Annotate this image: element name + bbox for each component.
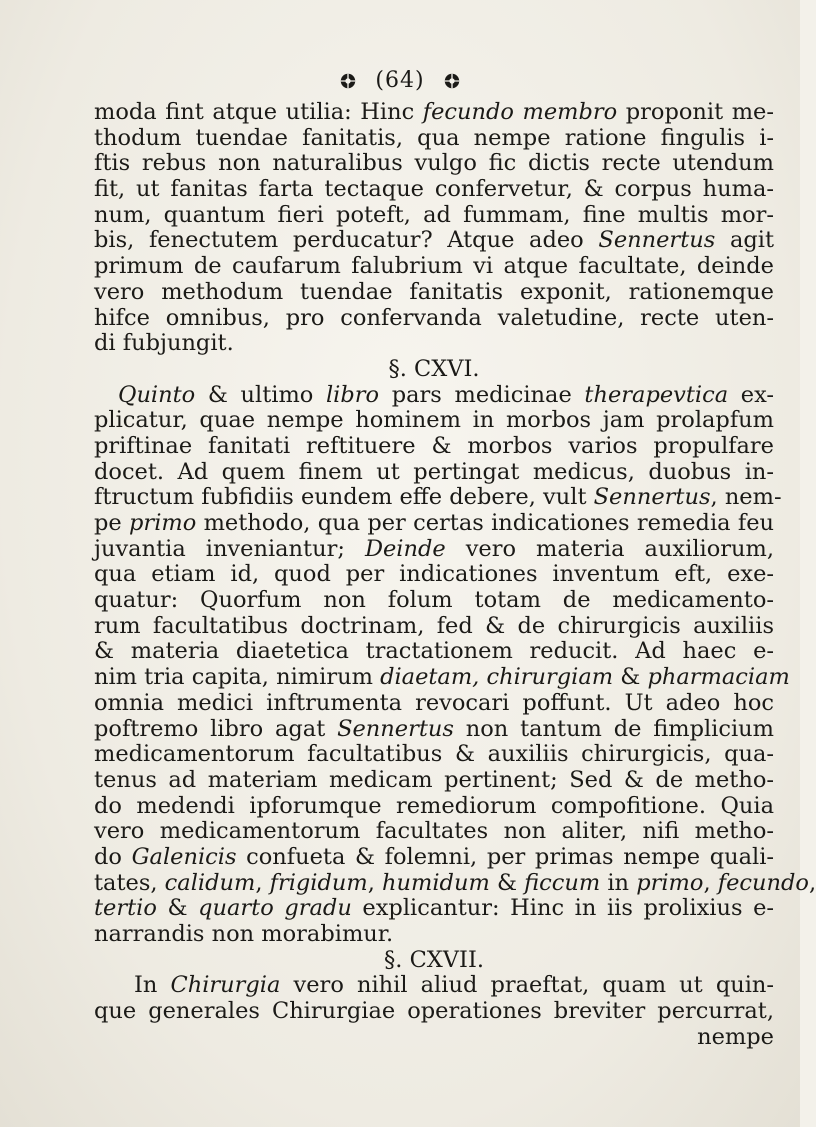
text-line — [94, 177, 774, 203]
text-line — [94, 151, 774, 177]
text-run: vero nihil aliud praeftat, quam ut quin- — [280, 972, 775, 999]
text-run: qua etiam id, quod per indicationes inventum eft, exe- — [94, 561, 774, 588]
text-run: thodum tuendae fanitatis, qua nempe ratione fingulis i- — [94, 124, 774, 151]
italic-run: Chirurgia — [170, 972, 281, 999]
page-number: (64) — [375, 68, 425, 93]
text-run: rum facultatibus doctrinam, fed & de chirurgicis auxiliis — [94, 612, 774, 639]
text-run: do medendi ipforumque remediorum compofitione. Quia — [94, 792, 774, 819]
text-run: pars medicinae — [379, 381, 585, 408]
text-run: plicatur, quae nempe hominem in morbos jam prolapfum — [94, 407, 774, 434]
text-line — [94, 794, 774, 820]
italic-run: Sennertus — [337, 715, 454, 742]
italic-run: calidum — [164, 869, 256, 896]
italic-run: primo — [636, 869, 704, 896]
text-run: nim tria capita, nimirum — [94, 664, 381, 691]
italic-run: Quinto — [118, 381, 196, 408]
italic-run: quarto gradu — [198, 895, 352, 922]
text-run: nempe — [697, 1023, 774, 1050]
ornament-right-icon — [443, 72, 461, 90]
italic-run: Sennertus — [598, 227, 716, 254]
text-line — [94, 691, 774, 717]
italic-run: libro — [325, 381, 380, 408]
italic-run: diaetam, chirurgiam — [380, 664, 614, 691]
text-line — [94, 973, 774, 999]
italic-run: therapevtica — [584, 381, 729, 408]
text-run: methodo, qua per certas indicationes remedia feu — [196, 510, 774, 536]
text-run: ftructum fubfidiis eundem effe debere, vult — [94, 484, 594, 511]
text-line — [94, 717, 774, 743]
text-run: juvantia inveniantur; — [94, 535, 365, 562]
text-line — [94, 460, 774, 486]
text-line — [94, 896, 774, 922]
text-line — [94, 588, 774, 614]
text-run: & — [489, 869, 525, 896]
text-line — [94, 562, 774, 588]
italic-run: ficcum — [524, 869, 601, 896]
text-run: §. CXVII. — [384, 946, 484, 973]
text-line — [94, 664, 790, 691]
text-line — [94, 768, 774, 794]
page-header — [0, 68, 800, 93]
text-line — [94, 869, 816, 897]
text-run: & — [613, 664, 648, 691]
italic-run: fecundo membro — [422, 99, 618, 125]
text-run: vero methodum tuendae fanitatis exponit, rationemque — [94, 278, 774, 305]
text-run: ftis rebus non naturalibus vulgo fic dictis recte utendum — [94, 150, 774, 177]
text-line — [94, 922, 774, 948]
text-line — [94, 254, 774, 280]
text-run: poftremo libro agat — [94, 715, 338, 742]
italic-run: frigidum — [269, 869, 368, 896]
text-run: pe — [94, 510, 130, 536]
text-run: & materia diaetetica tractationem reducit. Ad haec e- — [94, 638, 774, 665]
text-line — [94, 383, 774, 409]
italic-run: fecundo — [717, 869, 809, 896]
text-run: hifce omnibus, pro confervanda valetudine, recte uten- — [94, 304, 774, 331]
body-text — [94, 99, 816, 1050]
text-line — [94, 280, 774, 306]
text-run: agit — [715, 227, 774, 254]
text-line — [94, 306, 774, 332]
text-run: di fubjungit. — [94, 330, 234, 357]
text-run: tenus ad materiam medicam pertinent; Sed & de metho- — [94, 766, 774, 793]
text-run: , — [808, 869, 816, 896]
text-line — [94, 845, 774, 871]
text-run: quatur: Quorfum non folum totam de medicamento- — [94, 587, 774, 614]
text-line — [94, 100, 774, 126]
text-line — [94, 999, 774, 1025]
ornament-left-icon — [339, 72, 357, 90]
text-run: que generales Chirurgiae operationes breviter percurrat, — [94, 998, 774, 1025]
text-line — [94, 434, 774, 460]
text-line — [94, 331, 774, 357]
text-run: bis, fenectutem perducatur? Atque adeo — [94, 227, 599, 254]
text-run: , nem- — [710, 484, 782, 511]
text-run: ex- — [728, 381, 774, 408]
text-run: in — [600, 869, 637, 896]
text-run: medicamentorum facultatibus & auxiliis chirurgicis, qua- — [94, 741, 774, 768]
italic-run: tertio — [94, 895, 157, 922]
text-run: vero medicamentorum facultates non aliter, nifi metho- — [94, 818, 774, 845]
text-line — [94, 819, 774, 845]
text-line — [94, 203, 774, 229]
text-run: primum de caufarum falubrium vi atque facultate, deinde — [94, 253, 774, 280]
text-run: tates, — [94, 869, 165, 896]
text-line — [94, 614, 774, 640]
text-line — [94, 537, 774, 563]
text-run: , — [255, 869, 270, 896]
text-run: , — [367, 869, 383, 896]
italic-run: Deinde — [364, 535, 446, 562]
text-run: In — [134, 972, 171, 999]
text-line — [94, 948, 774, 974]
text-line — [94, 484, 782, 511]
text-run: non tantum de fimplicium — [453, 715, 774, 742]
text-run: docet. Ad quem finem ut pertingat medicus, duobus in- — [94, 458, 774, 485]
text-run: moda fint atque utilia: Hinc — [94, 99, 423, 125]
text-line — [94, 228, 774, 254]
italic-run: pharmaciam — [647, 664, 790, 691]
text-run: omnia medici inftrumenta revocari poffunt. Ut adeo hoc — [94, 689, 774, 716]
text-run: num, quantum fieri poteft, ad fummam, fine multis mor- — [94, 201, 774, 228]
text-run: confueta & folemni, per primas nempe quali- — [236, 843, 774, 870]
text-run: , — [703, 869, 718, 896]
text-run: priftinae fanitati reftituere & morbos varios propulfare — [94, 432, 774, 459]
text-run: & — [156, 895, 199, 922]
text-run: fit, ut fanitas farta tectaque confervetur, & corpus huma- — [94, 176, 774, 203]
text-run: & ultimo — [195, 381, 326, 408]
text-line — [94, 639, 774, 665]
italic-run: Galenicis — [131, 843, 237, 870]
italic-run: humidum — [382, 869, 490, 896]
text-run: proponit me- — [617, 99, 774, 125]
text-run: do — [94, 843, 132, 870]
text-run: explicantur: Hinc in iis prolixius e- — [351, 895, 774, 922]
text-line — [94, 1025, 774, 1051]
text-run: vero materia auxiliorum, — [445, 535, 774, 562]
text-line — [94, 408, 774, 434]
text-line — [94, 742, 774, 768]
text-line — [94, 357, 774, 383]
text-line — [94, 126, 774, 152]
text-run: §. CXVI. — [388, 355, 480, 382]
text-run: narrandis non morabimur. — [94, 921, 394, 947]
italic-run: Sennertus — [593, 484, 711, 511]
italic-run: primo — [129, 510, 197, 536]
text-line — [94, 511, 774, 537]
